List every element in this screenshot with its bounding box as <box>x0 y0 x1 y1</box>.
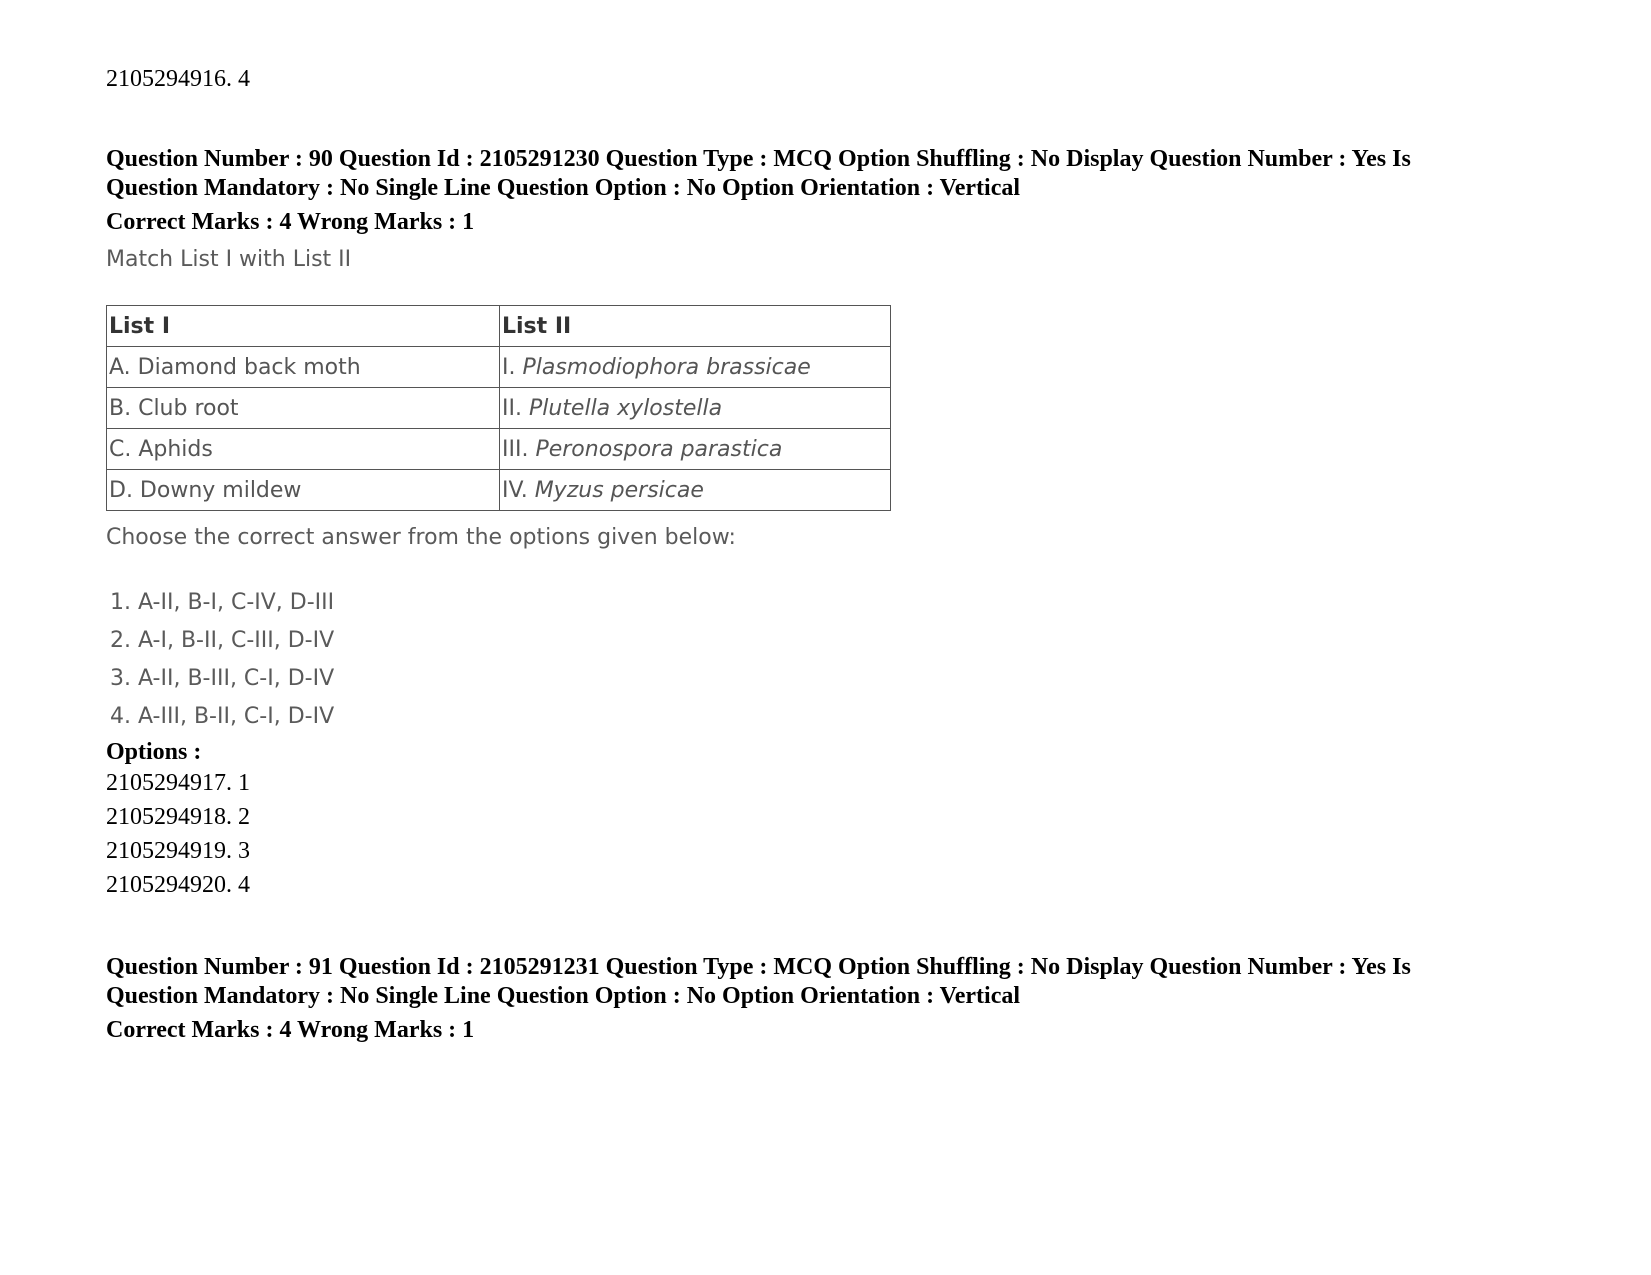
choice-item: 4. A-III, B-II, C-I, D-IV <box>110 704 335 729</box>
q90-options-list <box>106 766 250 902</box>
q91-meta-line1: Question Number : 91 Question Id : 2105291231 Question Type : MCQ Option Shuffling : No Display Question Number : Yes Is <box>106 954 1411 980</box>
option-item: 2105294918. 2 <box>106 804 250 830</box>
list2-species: Myzus persicae <box>534 477 704 503</box>
q90-meta-line2: Question Mandatory : No Single Line Question Option : No Option Orientation : Vertical <box>106 175 1021 201</box>
table-cell-list2 <box>500 429 891 470</box>
q91-marks: Correct Marks : 4 Wrong Marks : 1 <box>106 1017 475 1043</box>
list2-species: Plasmodiophora brassicae <box>522 354 811 380</box>
q90-choice-list <box>110 585 334 737</box>
q91-meta <box>106 953 1546 1011</box>
list2-species: Plutella xylostella <box>528 395 723 421</box>
list2-numeral: II. <box>502 395 529 421</box>
list2-numeral: IV. <box>502 477 535 503</box>
option-item: 2105294917. 1 <box>106 770 250 796</box>
table-row <box>107 429 891 470</box>
table-row <box>107 388 891 429</box>
table-cell-list1: C. Aphids <box>107 429 500 470</box>
table-cell-list2 <box>500 388 891 429</box>
list2-numeral: III. <box>502 436 536 462</box>
q90-prompt: Match List I with List II <box>106 247 352 272</box>
option-item: 2105294919. 3 <box>106 838 250 864</box>
table-cell-list1: B. Club root <box>107 388 500 429</box>
list2-numeral: I. <box>502 354 523 380</box>
option-item: 2105294920. 4 <box>106 872 250 898</box>
table-cell-list2 <box>500 347 891 388</box>
choice-item: 1. A-II, B-I, C-IV, D-III <box>110 590 335 615</box>
table-cell-list2 <box>500 470 891 511</box>
choice-item: 2. A-I, B-II, C-III, D-IV <box>110 628 335 653</box>
choice-item: 3. A-II, B-III, C-I, D-IV <box>110 666 335 691</box>
table-cell-list1: D. Downy mildew <box>107 470 500 511</box>
q90-meta-line1: Question Number : 90 Question Id : 2105291230 Question Type : MCQ Option Shuffling : No Display Question Number : Yes Is <box>106 146 1411 172</box>
q91-meta-line2: Question Mandatory : No Single Line Question Option : No Option Orientation : Vertical <box>106 983 1021 1009</box>
table-header-list2: List II <box>500 306 891 347</box>
q90-instruction: Choose the correct answer from the options given below: <box>106 525 736 550</box>
table-header-list1: List I <box>107 306 500 347</box>
prev-option-line: 2105294916. 4 <box>106 66 250 92</box>
table-row <box>107 347 891 388</box>
table-row <box>107 470 891 511</box>
q90-options-label: Options : <box>106 739 202 765</box>
q90-marks: Correct Marks : 4 Wrong Marks : 1 <box>106 209 475 235</box>
q90-meta <box>106 145 1546 203</box>
match-table <box>106 305 891 511</box>
table-header-row <box>107 306 891 347</box>
list2-species: Peronospora parastica <box>535 436 783 462</box>
table-cell-list1: A. Diamond back moth <box>107 347 500 388</box>
